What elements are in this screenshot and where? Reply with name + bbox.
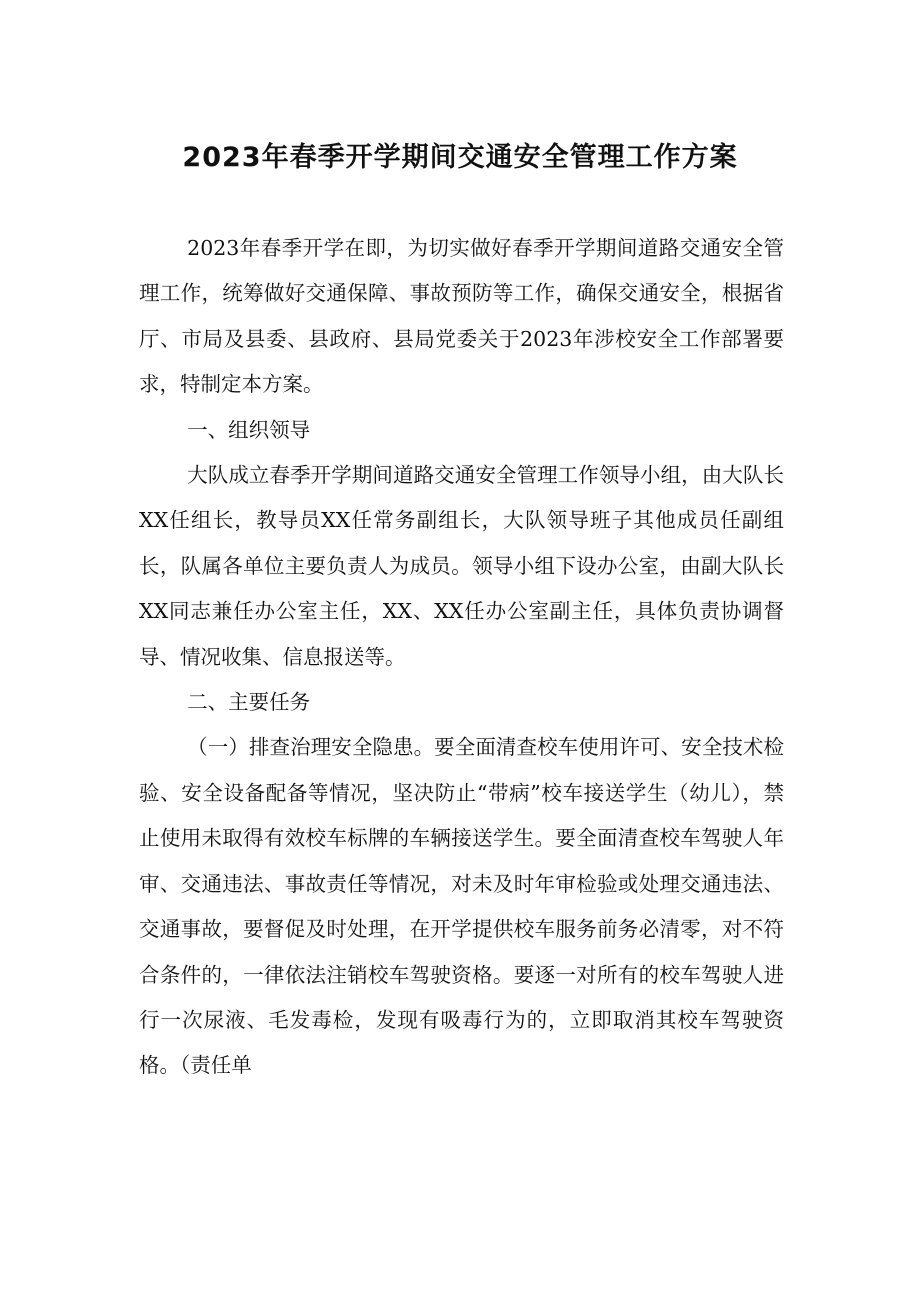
document-body xyxy=(139,226,784,1089)
tasks-paragraph: （一）排查治理安全隐患。要全面清查校车使用许可、安全技术检验、安全设备配备等情况，坚决防止“带病”校车接送学生（幼儿），禁止使用未取得有效校车标牌的车辆接送学生。要全面清查校车驾驶人年审、交通违法、事故责任等情况，对未及时年审检验或处理交通违法、交通事故，要督促及时处理，在开学提供校车服务前务必清零，对不符合条件的，一律依法注销校车驾驶资格。要逐一对所有的校车驾驶人进行一次尿液、毛发毒检，发现有吸毒行为的，立即取消其校车驾驶资格。（责任单 xyxy=(139,735,784,1078)
section-heading-tasks: 二、主要任务 xyxy=(187,690,311,715)
section-heading-organization: 一、组织领导 xyxy=(187,417,311,442)
organization-paragraph: 大队成立春季开学期间道路交通安全管理工作领导小组，由大队长XX任组长，教导员XX任常务副组长，大队领导班子其他成员任副组长，队属各单位主要负责人为成员。领导小组下设办公室，由副大队长XX同志兼任办公室主任，XX、XX任办公室副主任，具体负责协调督导、情况收集、信息报送等。 xyxy=(139,463,784,669)
intro-paragraph: 2023年春季开学在即，为切实做好春季开学期间道路交通安全管理工作，统筹做好交通保障、事故预防等工作，确保交通安全，根据省厅、市局及县委、县政府、县局党委关于2023年涉校安全工作部署要求，特制定本方案。 xyxy=(139,236,784,397)
document-title: 2023年春季开学期间交通安全管理工作方案 xyxy=(182,142,738,173)
